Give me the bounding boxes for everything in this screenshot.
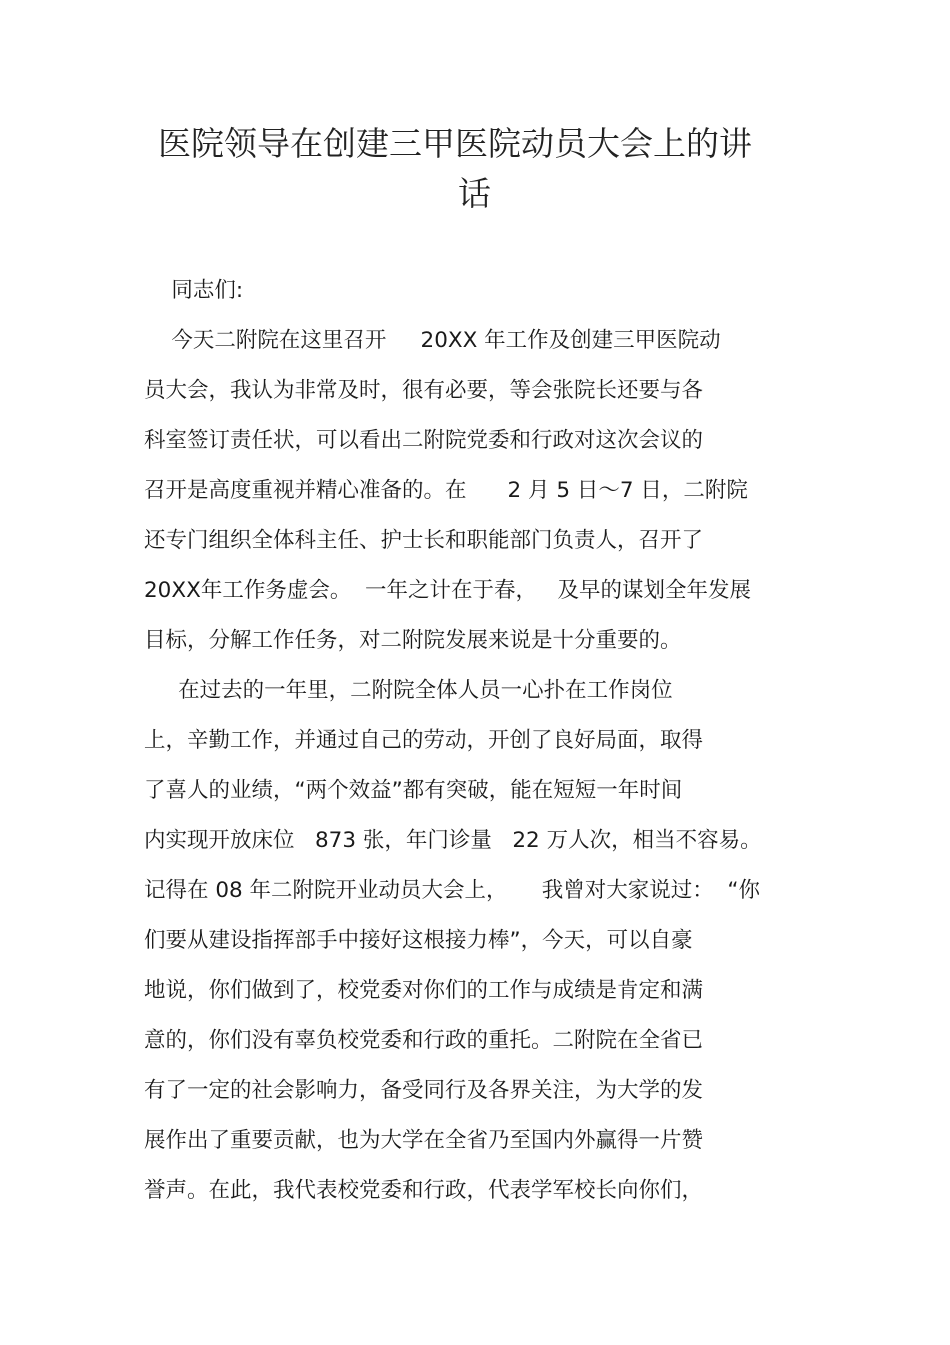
body-line-3: 员大会，我认为非常及时，很有必要，等会张院长还要与各 (144, 378, 704, 403)
body-line-8: 目标，分解工作任务，对二附院发展来说是十分重要的。 (144, 628, 682, 653)
body-line-9: 在过去的一年里，二附院全体人员一心扑在工作岗位 (144, 678, 673, 703)
body-line-17: 有了一定的社会影响力，备受同行及各界关注，为大学的发 (144, 1078, 704, 1103)
body-line-16: 意的，你们没有辜负校党委和行政的重托。二附院在全省已 (144, 1028, 704, 1053)
body-line-10: 上，辛勤工作，并通过自己的劳动，开创了良好局面，取得 (144, 728, 704, 753)
body-line-14: 们要从建设指挥部手中接好这根接力棒”，今天，可以自豪 (144, 928, 693, 953)
body-line-4: 科室签订责任状，可以看出二附院党委和行政对这次会议的 (144, 428, 704, 453)
body-line-5: 召开是高度重视并精心准备的。在 2 月 5 日～7 日，二附院 (144, 478, 748, 503)
document-title-line-1: 医院领导在创建三甲医院动员大会上的讲 (158, 124, 752, 163)
body-line-18: 展作出了重要贡献，也为大学在全省乃至国内外赢得一片赞 (144, 1128, 704, 1153)
body-line-13: 记得在 08 年二附院开业动员大会上， 我曾对大家说过： “你 (144, 878, 761, 903)
body-line-15: 地说，你们做到了，校党委对你们的工作与成绩是肯定和满 (144, 978, 704, 1003)
body-line-12: 内实现开放床位 873 张，年门诊量 22 万人次，相当不容易。 (144, 828, 762, 853)
document-title-line-2: 话 (458, 174, 491, 213)
body-line-1: 同志们: (144, 278, 244, 303)
body-line-11: 了喜人的业绩，“两个效益”都有突破，能在短短一年时间 (144, 778, 683, 803)
body-line-2: 今天二附院在这里召开 20XX 年工作及创建三甲医院动 (144, 328, 721, 353)
body-line-6: 还专门组织全体科主任、护士长和职能部门负责人，召开了 (144, 528, 704, 553)
body-line-19: 誉声。在此，我代表校党委和行政，代表学军校长向你们， (144, 1178, 704, 1203)
body-line-7: 20XX年工作务虚会。 一年之计在于春， 及早的谋划全年发展 (144, 578, 751, 603)
